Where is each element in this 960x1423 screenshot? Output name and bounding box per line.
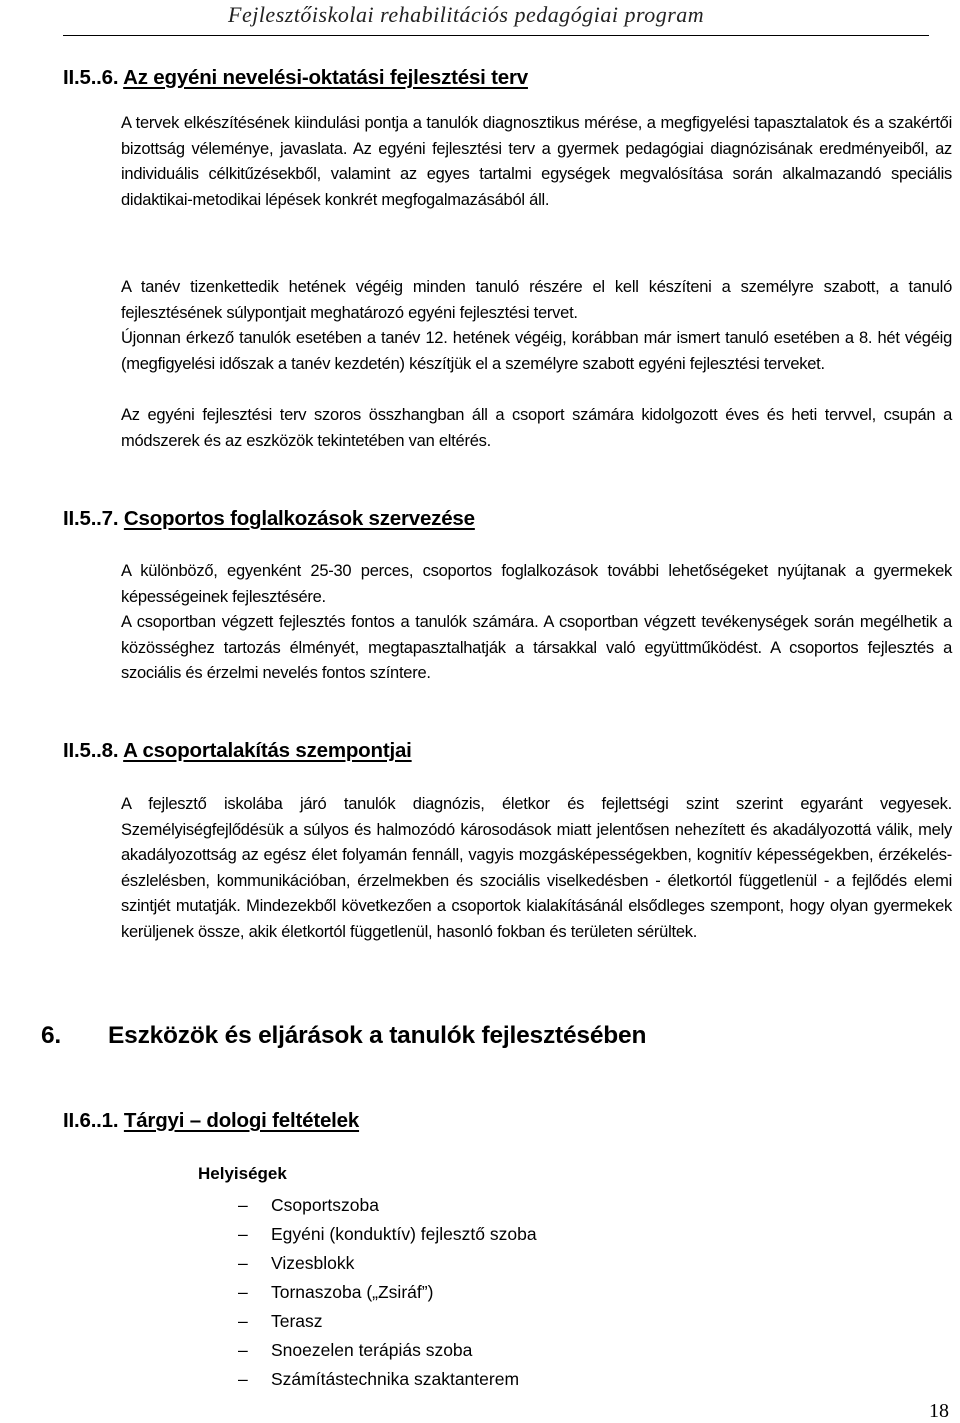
- chapter-number: 6.: [41, 1022, 62, 1049]
- section-number: II.6..1.: [63, 1109, 119, 1132]
- list-item: [238, 1191, 537, 1220]
- paragraph: A különböző, egyenként 25-30 perces, csoportos foglalkozások további lehetőségeket nyújtanak a gyermekek képességeinek fejlesztésére.: [121, 562, 952, 606]
- section-title: Csoportos foglalkozások szervezése: [123, 507, 475, 530]
- list-dash: –: [238, 1340, 248, 1360]
- room-name: Snoezelen terápiás szoba: [271, 1340, 473, 1360]
- list-item: [238, 1249, 537, 1278]
- chapter-heading: [41, 1022, 646, 1050]
- room-name: Számítástechnika szaktanterem: [271, 1369, 520, 1389]
- running-header: Fejlesztőiskolai rehabilitációs pedagógiai program: [228, 2, 705, 27]
- paragraph: Az egyéni fejlesztési terv szoros összhangban áll a csoport számára kidolgozott éves és heti tervvel, csupán a módszerek és az eszközök tekintetében van eltérés.: [121, 406, 952, 450]
- list-dash: –: [238, 1224, 248, 1244]
- list-item: [238, 1365, 537, 1394]
- paragraph: A csoportban végzett fejlesztés fontos a tanulók számára. A csoportban végzett tevékenységek során megélhetik a közösséghez tartozás élményét, megtapasztalhatják a társakkal való együttműködést. A csoportos fejlesztés a szociális és érzelmi nevelés fontos színtere.: [121, 613, 952, 683]
- room-name: Terasz: [271, 1311, 323, 1331]
- list-item: [238, 1307, 537, 1336]
- section-title: Az egyéni nevelési-oktatási fejlesztési terv: [123, 66, 528, 89]
- page-number: 18: [929, 1400, 949, 1422]
- section-title: A csoportalakítás szempontjai: [123, 739, 412, 762]
- section-number: II.5..6.: [63, 66, 119, 89]
- list-dash: –: [238, 1311, 248, 1331]
- rooms-label: Helyiségek: [198, 1164, 287, 1183]
- section-heading-II-5-8: [63, 739, 412, 763]
- section-number: II.5..7.: [63, 507, 119, 530]
- room-name: Vizesblokk: [271, 1253, 355, 1273]
- list-dash: –: [238, 1369, 248, 1389]
- section-heading-II-5-6: [63, 66, 528, 90]
- room-name: Tornaszoba („Zsiráf”): [271, 1282, 434, 1302]
- paragraph: A fejlesztő iskolába járó tanulók diagnózis, életkor és fejlettségi szint szerint egyaránt vegyesek. Személyiségfejlődésük a súlyos és halmozódó károsodások miatt jelentősen nehezített és akadályozottá válik, mely akadályozottság az egész élet folyamán fennáll, vagyis mozgásképességekben, kognitív képességekben, érzékelés-észlelésben, kommunikációban, érzelmekben és szociális viselkedésben - életkortól függetlenül - a fejlődés elemi szintjét mutatják. Mindezekből következően a csoportok kialakításánál elsődleges szempont, hogy olyan gyermekek kerüljenek össze, akik életkortól függetlenül, hasonló fokban és területen sérültek.: [121, 795, 952, 941]
- paragraph: Újonnan érkező tanulók esetében a tanév 12. hetének végéig, korábban már ismert tanuló esetében a 8. hét végéig (megfigyelési időszak a tanév kezdetén) készítjük el a személyre szabott egyéni fejlesztési terveket.: [121, 329, 952, 373]
- section-number: II.5..8.: [63, 739, 119, 762]
- section-title: Tárgyi – dologi feltételek: [123, 1109, 360, 1132]
- list-item: [238, 1278, 537, 1307]
- header-rule: [63, 35, 929, 36]
- room-name: Csoportszoba: [271, 1195, 379, 1215]
- list-item: [238, 1336, 537, 1365]
- list-dash: –: [238, 1195, 248, 1215]
- section-heading-II-6-1: [63, 1109, 359, 1133]
- rooms-list: [238, 1191, 537, 1394]
- list-dash: –: [238, 1253, 248, 1273]
- paragraph: A tanév tizenkettedik hetének végéig minden tanuló részére el kell készíteni a személyre szabott, a tanuló fejlesztésének súlypontjait meghatározó egyéni fejlesztési tervet.: [121, 278, 952, 322]
- chapter-title: Eszközök és eljárások a tanulók fejlesztésében: [108, 1022, 647, 1049]
- room-name: Egyéni (konduktív) fejlesztő szoba: [271, 1224, 537, 1244]
- list-item: [238, 1220, 537, 1249]
- paragraph: A tervek elkészítésének kiindulási pontja a tanulók diagnosztikus mérése, a megfigyelési tapasztalatok és a szakértői bizottság véleménye, javaslata. Az egyéni fejlesztési terv a gyermek pedagógiai diagnózisának eredményeiből, az individuális célkitűzésekből, valamint az egyes tartalmi egységek megvalósítása során alkalmazandó speciális didaktikai-metodikai lépések konkrét megfogalmazásából áll.: [121, 114, 952, 209]
- section-heading-II-5-7: [63, 507, 475, 531]
- list-dash: –: [238, 1282, 248, 1302]
